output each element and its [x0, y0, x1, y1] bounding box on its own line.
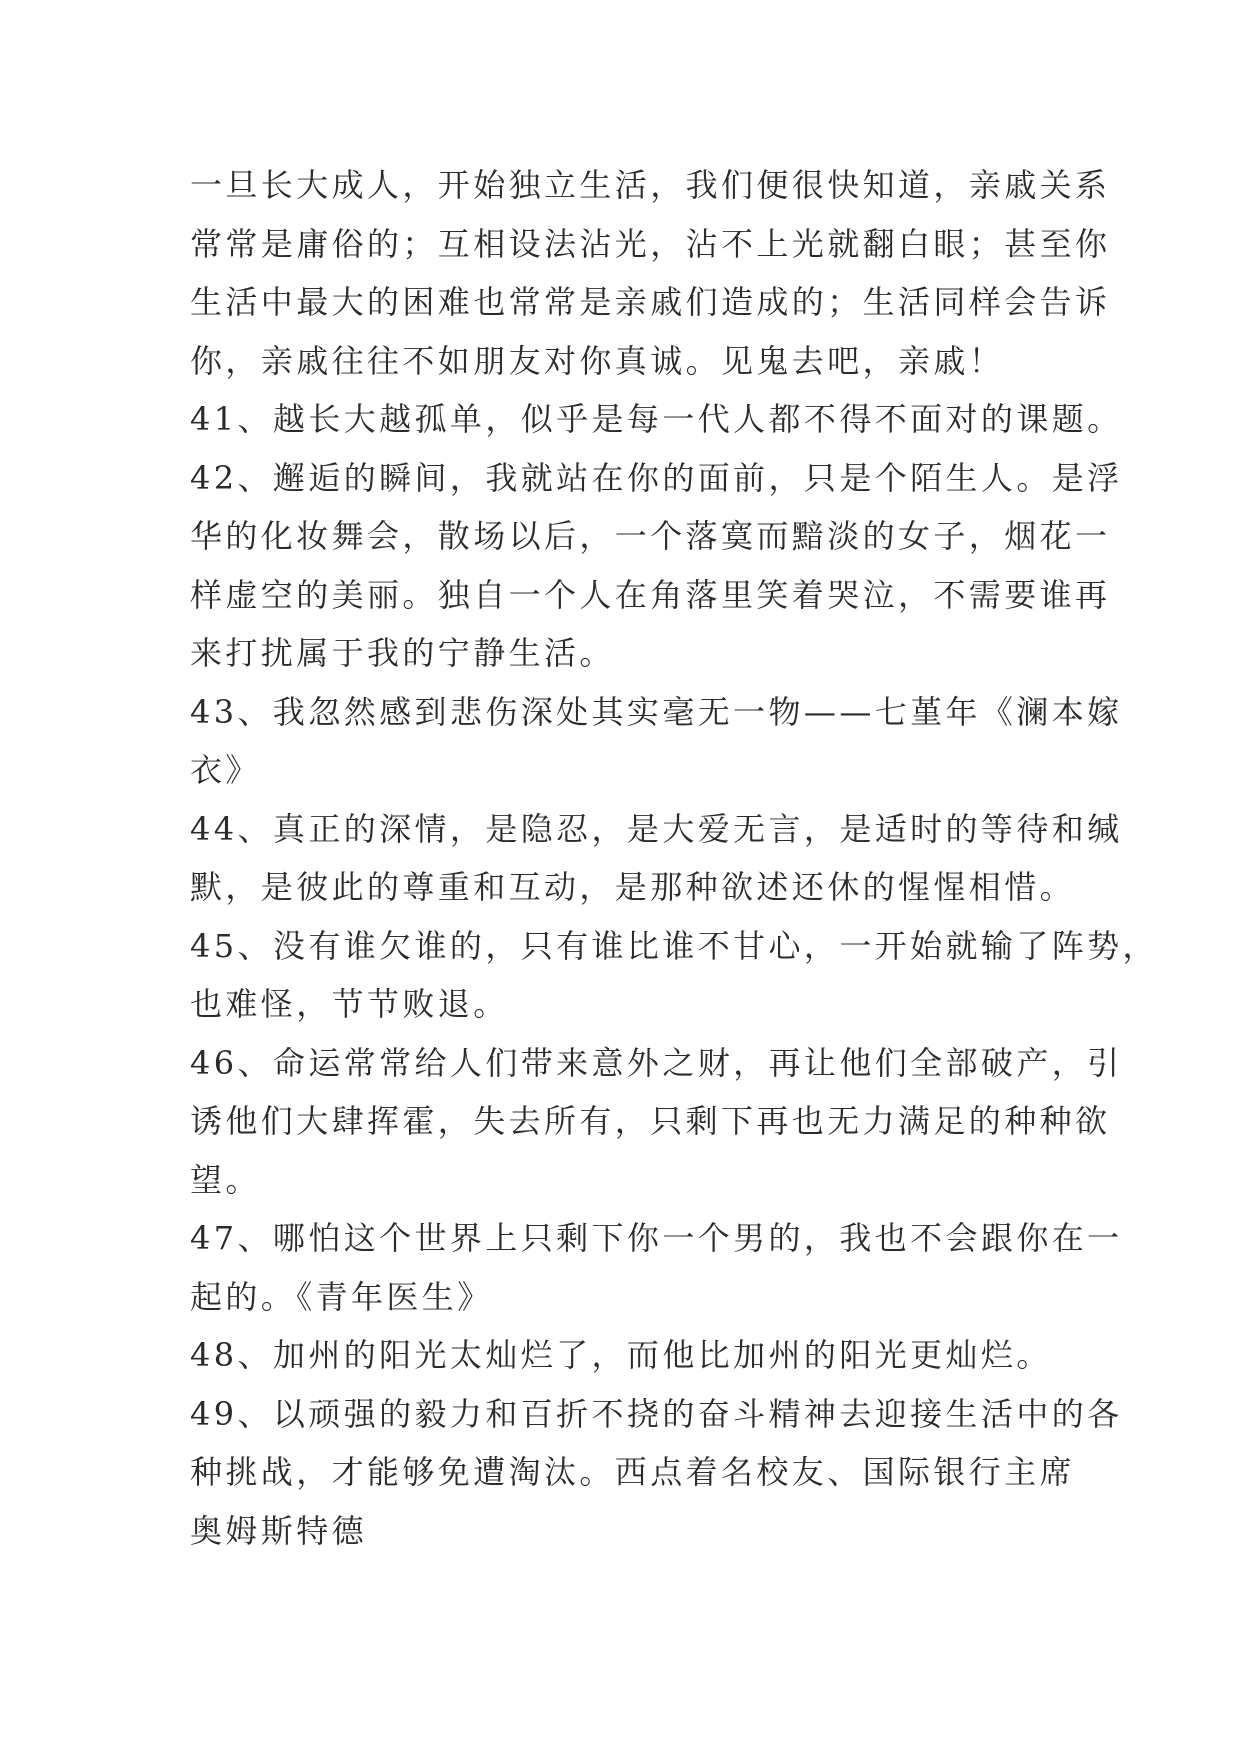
text-line: 你，亲戚往往不如朋友对你真诚。见鬼去吧，亲戚！	[190, 341, 1005, 380]
text-line: 49、以顽强的毅力和百折不挠的奋斗精神去迎接生活中的各	[190, 1394, 1123, 1433]
text-line: 衣》	[190, 751, 261, 789]
text-line: 奥姆斯特德	[190, 1511, 368, 1550]
text-line: 种挑战，才能够免遭淘汰。西点着名校友、国际银行主席	[190, 1453, 1076, 1491]
text-line: 也难怪，节节败退。	[190, 985, 509, 1023]
text-line: 44、真正的深情，是隐忍，是大爱无言，是适时的等待和缄	[190, 809, 1123, 848]
text-line: 生活中最大的困难也常常是亲戚们造成的；生活同样会告诉	[190, 283, 1111, 321]
text-line: 一旦长大成人，开始独立生活，我们便很快知道，亲戚关系	[190, 166, 1111, 204]
text-line: 43、我忽然感到悲伤深处其实毫无一物——七堇年《澜本嫁	[190, 692, 1123, 731]
text-line: 起的。《青年医生》	[190, 1277, 493, 1316]
text-line: 常常是庸俗的；互相设法沾光，沾不上光就翻白眼；甚至你	[190, 224, 1111, 263]
text-line: 诱他们大肆挥霍，失去所有，只剩下再也无力满足的种种欲	[190, 1102, 1111, 1140]
text-line: 42、邂逅的瞬间，我就站在你的面前，只是个陌生人。是浮	[190, 458, 1123, 497]
text-line: 45、没有谁欠谁的，只有谁比谁不甘心，一开始就输了阵势，	[190, 926, 1158, 965]
text-line: 46、命运常常给人们带来意外之财，再让他们全部破产，引	[190, 1043, 1123, 1082]
text-line: 样虚空的美丽。独自一个人在角落里笑着哭泣，不需要谁再	[190, 575, 1111, 614]
text-line: 48、加州的阳光太灿烂了，而他比加州的阳光更灿烂。	[190, 1336, 1052, 1374]
document-body	[190, 156, 1158, 1560]
text-line: 来打扰属于我的宁静生活。	[190, 634, 615, 672]
text-line: 41、越长大越孤单，似乎是每一代人都不得不面对的课题。	[190, 400, 1123, 438]
text-line: 47、哪怕这个世界上只剩下你一个男的，我也不会跟你在一	[190, 1219, 1123, 1257]
text-line: 望。	[190, 1160, 261, 1199]
text-line: 华的化妆舞会，散场以后，一个落寞而黯淡的女子，烟花一	[190, 517, 1111, 555]
text-line: 默，是彼此的尊重和互动，是那种欲述还休的惺惺相惜。	[190, 868, 1076, 906]
